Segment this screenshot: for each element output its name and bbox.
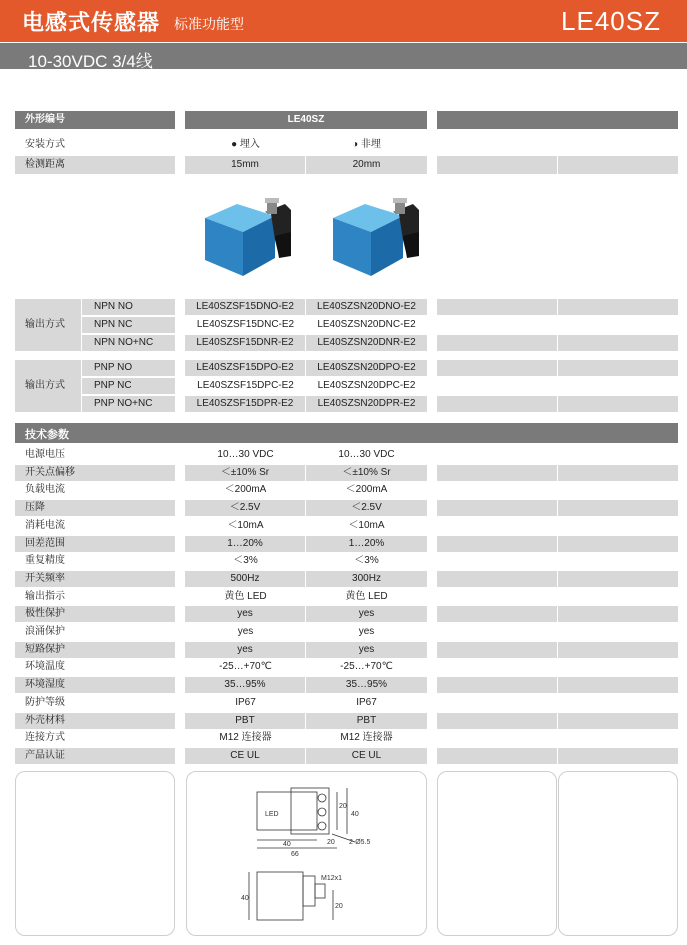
tech-row-empty-4 bbox=[558, 571, 678, 587]
pnp-empty-d bbox=[558, 396, 678, 412]
drawing-dim-40a: 40 bbox=[283, 841, 291, 848]
drawing-panel-empty-3 bbox=[437, 771, 557, 936]
tech-row-label: 压降 bbox=[15, 500, 175, 516]
npn-empty-b bbox=[558, 299, 678, 315]
pnp-empty-c bbox=[437, 396, 557, 412]
tech-row-value-1: IP67 bbox=[235, 697, 256, 708]
drawing-dim-20a: 20 bbox=[339, 803, 347, 810]
tech-row-value-2: ＜2.5V bbox=[306, 500, 427, 516]
tech-row-value-1: 1…20% bbox=[185, 536, 306, 552]
distance-v2: 20mm bbox=[306, 156, 427, 174]
tech-row-empty-4 bbox=[558, 748, 678, 764]
dimension-drawing bbox=[187, 772, 428, 937]
tech-row-value-1: ＜10mA bbox=[227, 520, 264, 531]
pnp-v2-0: LE40SZSN20DPO-E2 bbox=[306, 360, 427, 376]
pnp-type-2: PNP NO+NC bbox=[82, 396, 175, 412]
tech-row-empty-4 bbox=[558, 642, 678, 658]
pnp-v1-1: LE40SZSF15DPC-E2 bbox=[197, 380, 294, 391]
tech-row-label: 防护等级 bbox=[25, 697, 65, 708]
tech-row-value-2: 黄色 LED bbox=[345, 591, 388, 602]
tech-row-empty-3 bbox=[437, 606, 557, 622]
tech-row-value-2: ＜3% bbox=[354, 555, 379, 566]
tech-row-value-1: -25…+70℃ bbox=[219, 661, 272, 672]
npn-v2-0: LE40SZSN20DNO-E2 bbox=[306, 299, 427, 315]
tech-row-empty-4 bbox=[558, 713, 678, 729]
npn-v1-1: LE40SZSF15DNC-E2 bbox=[196, 319, 295, 330]
tech-row-value-2: 10…30 VDC bbox=[338, 449, 395, 460]
tech-row-value-1: ＜3% bbox=[233, 555, 258, 566]
tech-row-label: 环境温度 bbox=[25, 661, 65, 672]
tech-row-value-1: 黄色 LED bbox=[224, 591, 267, 602]
npn-output-label: 输出方式 bbox=[15, 299, 81, 351]
tech-row-value-1: ＜200mA bbox=[224, 484, 267, 495]
tech-row-value-2: yes bbox=[306, 642, 427, 658]
distance-empty-3 bbox=[437, 156, 557, 174]
shape-value: LE40SZ bbox=[185, 111, 427, 129]
tech-row-label: 短路保护 bbox=[15, 642, 175, 658]
filled-circle-icon: ● bbox=[231, 139, 238, 150]
tech-row-label: 极性保护 bbox=[15, 606, 175, 622]
pnp-type-0: PNP NO bbox=[82, 360, 175, 376]
tech-row-label: 连接方式 bbox=[25, 732, 65, 743]
pnp-v2-2: LE40SZSN20DPR-E2 bbox=[306, 396, 427, 412]
drawing-dim-66: 66 bbox=[291, 851, 299, 858]
npn-empty-c bbox=[437, 335, 557, 351]
tech-row-value-2: IP67 bbox=[356, 697, 377, 708]
tech-row-value-2: 1…20% bbox=[306, 536, 427, 552]
drawing-dim-40b: 40 bbox=[351, 811, 359, 818]
tech-row-label: 电源电压 bbox=[25, 449, 65, 460]
shape-label: 外形编号 bbox=[15, 111, 175, 129]
drawing-panel-empty-1 bbox=[15, 771, 175, 936]
sensor-image-flush bbox=[195, 196, 295, 278]
tech-row-value-1: CE UL bbox=[185, 748, 306, 764]
pnp-output-label: 输出方式 bbox=[15, 360, 81, 412]
tech-row-value-2: ＜±10% Sr bbox=[306, 465, 427, 481]
page-title: 电感式传感器 bbox=[22, 10, 161, 35]
voltage-band-text: 10-30VDC 3/4线 bbox=[28, 52, 153, 71]
drawing-panel-empty-4 bbox=[558, 771, 678, 936]
tech-row-value-2: PBT bbox=[306, 713, 427, 729]
drawing-dim-20c: 20 bbox=[335, 903, 343, 910]
pnp-empty-a bbox=[437, 360, 557, 376]
pnp-v2-1: LE40SZSN20DPC-E2 bbox=[317, 380, 416, 391]
dimension-drawing-panel bbox=[186, 771, 427, 936]
tech-row-value-2: 35…95% bbox=[306, 677, 427, 693]
tech-section-header bbox=[15, 423, 678, 443]
tech-row-empty-3 bbox=[437, 536, 557, 552]
tech-row-value-2: -25…+70℃ bbox=[340, 661, 393, 672]
mount-nonflush: ◑ 非埋 bbox=[352, 139, 381, 150]
tech-row-value-1: yes bbox=[185, 606, 306, 622]
tech-row-value-1: 500Hz bbox=[185, 571, 306, 587]
tech-row-label: 产品认证 bbox=[15, 748, 175, 764]
tech-row-label: 输出指示 bbox=[25, 591, 65, 602]
pnp-v1-2: LE40SZSF15DPR-E2 bbox=[185, 396, 306, 412]
tech-row-label: 浪涌保护 bbox=[25, 626, 65, 637]
npn-empty-a bbox=[437, 299, 557, 315]
npn-type-2: NPN NO+NC bbox=[82, 335, 175, 351]
tech-row-value-2: yes bbox=[306, 606, 427, 622]
pnp-v1-0: LE40SZSF15DPO-E2 bbox=[185, 360, 306, 376]
tech-row-empty-3 bbox=[437, 571, 557, 587]
pnp-empty-b bbox=[558, 360, 678, 376]
tech-row-empty-4 bbox=[558, 536, 678, 552]
tech-row-empty-3 bbox=[437, 713, 557, 729]
tech-row-empty-3 bbox=[437, 500, 557, 516]
tech-row-value-1: PBT bbox=[185, 713, 306, 729]
tech-row-empty-3 bbox=[437, 748, 557, 764]
distance-empty-4 bbox=[558, 156, 678, 174]
tech-row-value-2: ＜200mA bbox=[345, 484, 388, 495]
tech-row-value-1: ＜2.5V bbox=[185, 500, 306, 516]
header-bar bbox=[0, 0, 687, 42]
distance-v1: 15mm bbox=[185, 156, 306, 174]
tech-row-empty-3 bbox=[437, 642, 557, 658]
tech-row-label: 开关频率 bbox=[15, 571, 175, 587]
tech-row-empty-3 bbox=[437, 677, 557, 693]
voltage-band bbox=[0, 43, 687, 69]
tech-row-label: 消耗电流 bbox=[25, 520, 65, 531]
tech-row-empty-4 bbox=[558, 677, 678, 693]
tech-row-value-1: 10…30 VDC bbox=[217, 449, 274, 460]
tech-row-label: 回差范围 bbox=[15, 536, 175, 552]
tech-row-value-1: 35…95% bbox=[185, 677, 306, 693]
tech-row-value-2: CE UL bbox=[306, 748, 427, 764]
tech-row-empty-4 bbox=[558, 500, 678, 516]
sensor-image-nonflush bbox=[323, 196, 423, 278]
tech-row-empty-3 bbox=[437, 465, 557, 481]
tech-row-label: 外壳材料 bbox=[15, 713, 175, 729]
mount-label: 安装方式 bbox=[25, 139, 65, 150]
drawing-led-label: LED bbox=[265, 811, 279, 818]
npn-v1-2: LE40SZSF15DNR-E2 bbox=[185, 335, 306, 351]
tech-row-label: 环境湿度 bbox=[15, 677, 175, 693]
tech-row-value-1: M12 连接器 bbox=[219, 732, 272, 743]
pnp-type-1: PNP NC bbox=[82, 378, 175, 394]
drawing-dim-40c: 40 bbox=[241, 895, 249, 902]
half-circle-icon: ◑ bbox=[352, 139, 359, 150]
shape-empty bbox=[437, 111, 678, 129]
drawing-hole-label: 2-Ø5.5 bbox=[349, 839, 371, 846]
page-subtitle: 标准功能型 bbox=[174, 16, 244, 32]
tech-row-value-1: ＜±10% Sr bbox=[185, 465, 306, 481]
tech-row-value-2: ＜10mA bbox=[348, 520, 385, 531]
tech-row-empty-4 bbox=[558, 465, 678, 481]
tech-row-value-1: yes bbox=[237, 626, 254, 637]
model-name: LE40SZ bbox=[561, 6, 661, 36]
npn-empty-d bbox=[558, 335, 678, 351]
npn-type-0: NPN NO bbox=[82, 299, 175, 315]
distance-label: 检测距离 bbox=[15, 156, 175, 174]
drawing-conn-label: M12x1 bbox=[321, 875, 343, 882]
tech-row-label: 负载电流 bbox=[25, 484, 65, 495]
tech-row-value-2: yes bbox=[358, 626, 375, 637]
drawing-dim-20b: 20 bbox=[327, 839, 335, 846]
tech-row-value-1: yes bbox=[185, 642, 306, 658]
tech-row-empty-4 bbox=[558, 606, 678, 622]
tech-row-label: 开关点偏移 bbox=[15, 465, 175, 481]
tech-row-value-2: M12 连接器 bbox=[340, 732, 393, 743]
tech-section-title: 技术参数 bbox=[25, 429, 69, 441]
npn-v1-0: LE40SZSF15DNO-E2 bbox=[185, 299, 306, 315]
npn-v2-1: LE40SZSN20DNC-E2 bbox=[317, 319, 416, 330]
tech-row-value-2: 300Hz bbox=[306, 571, 427, 587]
npn-v2-2: LE40SZSN20DNR-E2 bbox=[306, 335, 427, 351]
mount-flush: ● 埋入 bbox=[231, 139, 260, 150]
npn-type-1: NPN NC bbox=[82, 317, 175, 333]
tech-row-label: 重复精度 bbox=[25, 555, 65, 566]
